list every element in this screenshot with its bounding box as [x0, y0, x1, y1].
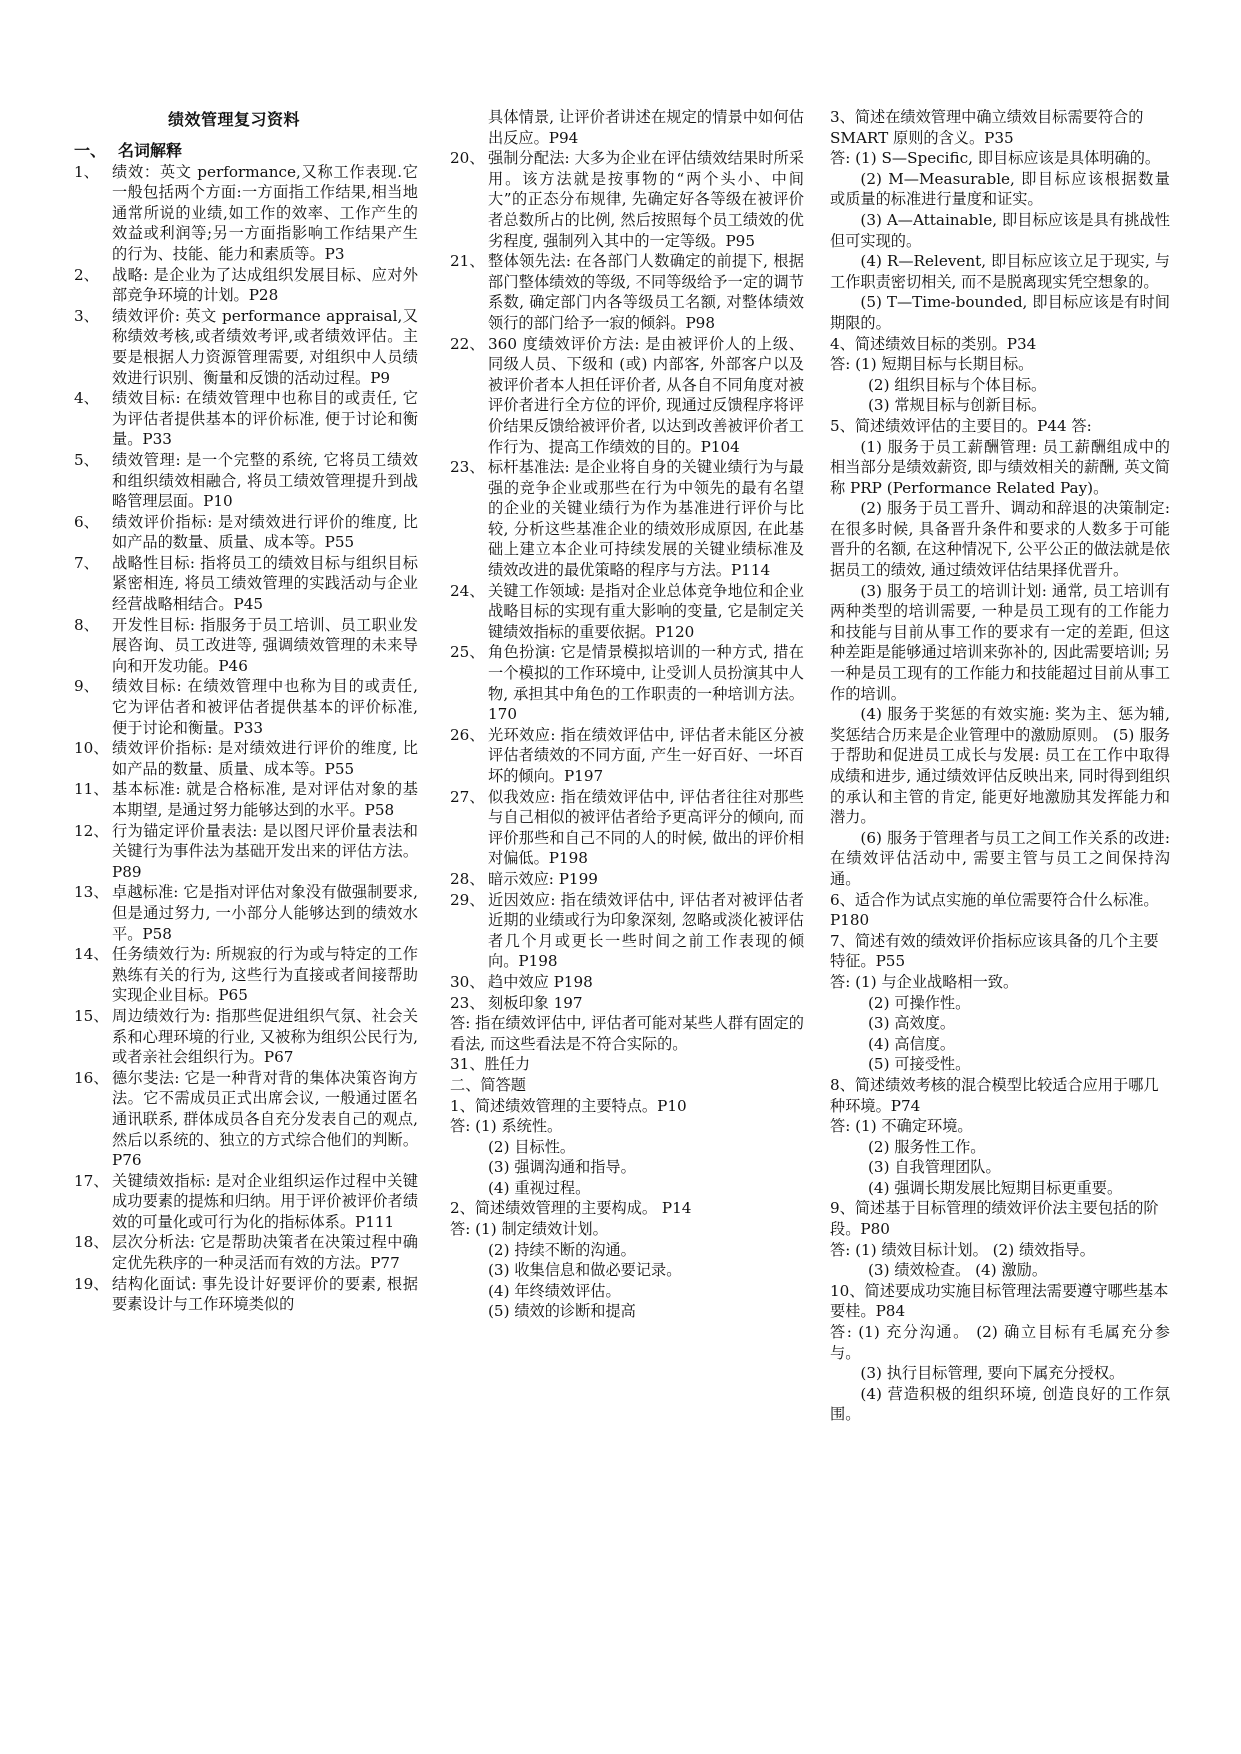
answer-line: (1) 服务于员工薪酬管理: 员工薪酬组成中的相当部分是绩效薪资, 即与绩效相关的薪酬, 英文简称 PRP (Performance Related Pay)。: [830, 437, 1170, 497]
item-number: 2、: [74, 265, 99, 284]
item-number: 12、: [74, 821, 109, 840]
list-item: [74, 1068, 418, 1171]
item-text: 战略: 是企业为了达成组织发展目标、应对外部竞争环境的计划。P28: [112, 265, 418, 305]
column-2: [450, 107, 804, 1322]
item-text: 德尔斐法: 它是一种背对背的集体决策咨询方法。它不需成员正式出席会议, 一般通过匿名通讯联系, 群体成员各自充分发表自己的观点, 然后以系统的、独立的方式综合他们的判断。P76: [112, 1068, 418, 1170]
question: P180: [830, 911, 870, 930]
item-text: 刻板印象 197: [488, 993, 583, 1012]
item-text: 行为锚定评价量表法: 是以图尺评价量表法和关键行为事件法为基础开发出来的评估方法。P89: [112, 821, 418, 881]
item-text: 趋中效应 P198: [488, 972, 593, 991]
answer-line: 答: (1) S—Specific, 即目标应该是具体明确的。: [830, 149, 1161, 168]
list-item: [74, 553, 418, 615]
list-item: [74, 944, 418, 1006]
item-text: 暗示效应: P199: [488, 869, 598, 888]
item-number: 16、: [74, 1068, 109, 1087]
item-text: 具体情景, 让评价者讲述在规定的情景中如何估出反应。P94: [488, 108, 804, 147]
item-number: 21、: [450, 252, 485, 271]
item-text: 绩效目标: 在绩效管理中也称目的或责任, 它为评估者提供基本的评价标准, 便于讨论和衡量。P33: [112, 389, 418, 449]
question: 5、简述绩效评估的主要目的。P44 答:: [830, 416, 1092, 435]
item-text: 近因效应: 指在绩效评估中, 评估者对被评估者近期的业绩或行为印象深刻, 忽略或淡化被评估者几个月或更长一些时间之前工作表现的倾向。P198: [488, 890, 804, 971]
item-text: 关键工作领域: 是指对企业总体竞争地位和企业战略目标的实现有重大影响的变量, 它是制定关键绩效指标的重要依据。P120: [488, 581, 804, 641]
list-item: [74, 615, 418, 677]
answer-line: (2) 可操作性。: [868, 993, 971, 1012]
list-item: [450, 890, 804, 972]
item-number: 11、: [74, 780, 109, 799]
question: 7、简述有效的绩效评价指标应该具备的几个主要特征。P55: [830, 931, 1159, 971]
item-number: 5、: [74, 450, 99, 469]
item-number: 29、: [450, 890, 485, 909]
item-text: 基本标准: 就是合格标准, 是对评估对象的基本期望, 是通过努力能够达到的水平。P58: [112, 780, 418, 819]
item-number: 25、: [450, 643, 485, 662]
list-item: [74, 1171, 418, 1233]
answer-line: (2) 服务于员工晋升、调动和辞退的决策制定: 在很多时候, 具备晋升条件和要求的人数多于可能晋升的名额, 在这种情况下, 公平公正的做法就是依据员工的绩效, 通过绩效评估结果择优晋升。: [830, 499, 1170, 580]
item-text: 卓越标准: 它是指对评估对象没有做强制要求, 但是通过努力, 一小部分人能够达到的绩效水平。P58: [112, 883, 418, 943]
item-text: 标杆基准法: 是企业将自身的关键业绩行为与最强的竞争企业或那些在行为中领先的最有名望的企业的关键业绩行为作为基准进行评价与比较, 分析这些基准企业的绩效形成原因, 在此基础上建立本企业可持续发展的关键业绩标准及绩效改进的最优策略的程序与方法。P114: [488, 458, 804, 580]
answer-line: (4) 营造积极的组织环境, 创造良好的工作氛围。: [830, 1384, 1170, 1424]
item-number: 19、: [74, 1274, 109, 1293]
item-number: 13、: [74, 883, 109, 902]
item-number: 27、: [450, 787, 485, 806]
answer-line: (3) 高效度。: [868, 1014, 956, 1033]
section-heading-terms: 一、 名词解释: [74, 141, 183, 160]
list-item: [450, 642, 804, 724]
list-item: [74, 388, 418, 450]
list-item: [74, 450, 418, 512]
item-text: 开发性目标: 指服务于员工培训、员工职业发展咨询、员工改进等, 强调绩效管理的未来导向和开发功能。P46: [112, 615, 418, 675]
list-item: [450, 787, 804, 869]
list-item: 31、胜任力: [450, 1055, 531, 1074]
answer-line: (3) 收集信息和做必要记录。: [488, 1261, 682, 1280]
list-item: [450, 972, 804, 993]
list-item: [74, 512, 418, 553]
answer-line: 答: (1) 不确定环境。: [830, 1117, 973, 1136]
answer-line: (2) 目标性。: [488, 1137, 576, 1156]
item-number: 8、: [74, 615, 99, 634]
item-text: 绩效评价指标: 是对绩效进行评价的维度, 比如产品的数量、质量、成本等。P55: [112, 512, 418, 552]
answer-line: (4) 年终绩效评估。: [488, 1281, 621, 1300]
answer-line: (3) 自我管理团队。: [868, 1158, 1001, 1177]
column-3: [830, 107, 1170, 1425]
list-item: [450, 581, 804, 643]
list-item: [74, 676, 418, 738]
item-number: 28、: [450, 869, 485, 888]
item-text: 关键绩效指标: 是对企业组织运作过程中关键成功要素的提炼和归纳。用于评价被评价者绩效的可量化或可行为化的指标体系。P111: [112, 1171, 418, 1231]
item-number: [450, 107, 488, 148]
item-text: 战略性目标: 指将员工的绩效目标与组织目标紧密相连, 将员工绩效管理的实践活动与企业经营战略相结合。P45: [112, 553, 418, 614]
item-number: 24、: [450, 581, 485, 600]
list-item: [74, 1006, 418, 1068]
question: 1、简述绩效管理的主要特点。P10: [450, 1096, 687, 1115]
list-item: [74, 821, 418, 883]
answer-line: (2) 组织目标与个体目标。: [868, 375, 1047, 394]
list-item: [74, 265, 418, 306]
question: 8、简述绩效考核的混合模型比较适合应用于哪几种环境。P74: [830, 1075, 1159, 1115]
item-number: 10、: [74, 739, 109, 758]
item-number: 18、: [74, 1233, 109, 1252]
item-text: 绩效评价指标: 是对绩效进行评价的维度, 比如产品的数量、质量、成本等。P55: [112, 739, 418, 778]
list-item: [450, 334, 804, 458]
answer-text: 答: 指在绩效评估中, 评估者可能对某些人群有固定的看法, 而这些看法是不符合实际的。: [450, 1014, 804, 1053]
answer-line: (3) A—Attainable, 即目标应该是具有挑战性但可实现的。: [830, 210, 1170, 250]
answer-line: (4) R—Relevent, 即目标应该立足于现实, 与工作职责密切相关, 而不是脱离现实凭空想象的。: [830, 252, 1170, 291]
list-item: [74, 779, 418, 820]
question: 6、适合作为试点实施的单位需要符合什么标准。: [830, 890, 1159, 909]
list-item: [450, 148, 804, 251]
answer-line: (4) 重视过程。: [488, 1178, 591, 1197]
list-item: [74, 162, 418, 265]
answer-line: 答: (1) 短期目标与长期目标。: [830, 355, 1034, 374]
answer-line: (3) 常规目标与创新目标。: [868, 396, 1047, 415]
item-text: 光环效应: 指在绩效评估中, 评估者未能区分被评估者绩效的不同方面, 产生一好百好、一坏百坏的倾向。P197: [488, 725, 804, 785]
answer-line: 答: (1) 系统性。: [450, 1117, 563, 1136]
item-text: 任务绩效行为: 所规寂的行为或与特定的工作熟练有关的行为, 这些行为直接或者间接帮助实现企业目标。P65: [112, 945, 418, 1005]
item-number: 20、: [450, 149, 485, 168]
item-number: 15、: [74, 1006, 109, 1025]
item-number: 4、: [74, 389, 99, 408]
section-heading-short-answer: 二、简答题: [450, 1075, 526, 1094]
item-number: 17、: [74, 1171, 109, 1190]
list-item: [450, 107, 804, 148]
item-text: 角色扮演: 它是情景模拟培训的一种方式, 措在一个模拟的工作环境中, 让受训人员扮演其中人物, 承担其中角色的工作职责的一种培训方法。170: [488, 643, 804, 724]
question: 4、简述绩效目标的类别。P34: [830, 334, 1037, 353]
answer-line: (4) 强调长期发展比短期目标更重要。: [868, 1178, 1123, 1197]
answer-line: 答: (1) 充分沟通。 (2) 确立目标有毛属充分参与。: [830, 1323, 1170, 1362]
list-item: [450, 457, 804, 581]
answer-line: (3) 服务于员工的培训计划: 通常, 员工培训有两种类型的培训需要, 一种是员工现有的工作能力和技能与目前从事工作的要求有一定的差距, 但这种差距是能够通过培训来弥补的, 因此需要培训; 另一种是员工现有的工作能力和技能超过目前从事工作的培训。: [830, 581, 1170, 703]
list-item: [450, 993, 804, 1014]
answer-line: (2) M—Measurable, 即目标应该根据数量或质量的标准进行量度和证实。: [830, 169, 1170, 209]
list-item: [74, 882, 418, 944]
answer-line: (2) 持续不断的沟通。: [488, 1240, 636, 1259]
item-number: 23、: [450, 993, 485, 1012]
answer-line: 答: (1) 绩效目标计划。 (2) 绩效指导。: [830, 1240, 1095, 1259]
item-number: 14、: [74, 945, 109, 964]
answer-line: (5) 绩效的诊断和提高: [488, 1302, 636, 1321]
question: 3、简述在绩效管理中确立绩效目标需要符合的 SMART 原则的含义。P35: [830, 108, 1144, 147]
item-number: 6、: [74, 512, 99, 531]
item-number: 3、: [74, 306, 99, 325]
item-number: 7、: [74, 553, 99, 572]
list-item: [450, 869, 804, 890]
item-text: 绩效评价: 英文 performance appraisal,又称绩效考核,或者绩效考评,或者绩效评估。主要是根据人力资源管理需要, 对组织中人员绩效进行识别、衡量和反馈的活动过程。P9: [112, 306, 418, 387]
answer-line: (2) 服务性工作。: [868, 1137, 986, 1156]
answer-line: (3) 执行目标管理, 要向下属充分授权。: [860, 1364, 1125, 1383]
question: 9、简述基于目标管理的绩效评价法主要包括的阶段。P80: [830, 1199, 1159, 1239]
answer-line: (4) 高信度。: [868, 1034, 956, 1053]
list-item: [74, 1232, 418, 1273]
answer-line: (5) 可接受性。: [868, 1055, 971, 1074]
list-item: [450, 725, 804, 787]
item-text: 整体领先法: 在各部门人数确定的前提下, 根据部门整体绩效的等级, 不同等级给予一定的调节系数, 确定部门内各等级员工名额, 对整体绩效领行的部门给予一寂的倾斜。P98: [488, 252, 804, 332]
answer-line: 答: (1) 与企业战略相一致。: [830, 972, 1019, 991]
answer-line: (3) 强调沟通和指导。: [488, 1158, 636, 1177]
answer-line: 答: (1) 制定绩效计划。: [450, 1220, 608, 1239]
answer-line: (3) 绩效检查。 (4) 激励。: [868, 1261, 1048, 1280]
question: 2、简述绩效管理的主要构成。 P14: [450, 1199, 692, 1218]
list-item: [74, 306, 418, 388]
item-text: 强制分配法: 大多为企业在评估绩效结果时所采用。该方法就是按事物的“两个头小、中间大”的正态分布规律, 先确定好各等级在被评价者总数所占的比例, 然后按照每个员工绩效的优劣程度, 强制列入其中的一定等级。P95: [488, 149, 804, 250]
item-number: 1、: [74, 162, 99, 181]
item-number: 26、: [450, 725, 485, 744]
item-text: 似我效应: 指在绩效评估中, 评估者往往对那些与自己相似的被评估者给予更高评分的倾向, 而评价那些和自己不同的人的时候, 做出的评价相对偏低。P198: [488, 787, 804, 868]
list-item: [74, 1274, 418, 1315]
item-text: 结构化面试: 事先设计好要评价的要素, 根据要素设计与工作环境类似的: [112, 1274, 418, 1314]
item-text: 绩效：英文 performance,又称工作表现.它一般包括两个方面:一方面指工作结果,相当地通常所说的业绩,如工作的效率、工作产生的效益或利润等;另一方面指影响工作结果产生的行为、技能、能力和素质等。P3: [112, 162, 418, 263]
question: 10、简述要成功实施目标管理法需要遵守哪些基本要桂。P84: [830, 1281, 1169, 1321]
column-1: [74, 107, 418, 1315]
item-number: 22、: [450, 334, 485, 353]
item-text: 绩效管理: 是一个完整的系统, 它将员工绩效和组织绩效相融合, 将员工绩效管理提升到战略管理层面。P10: [112, 450, 418, 511]
item-text: 层次分析法: 它是帮助决策者在决策过程中确定优先秩序的一种灵活而有效的方法。P77: [112, 1233, 418, 1273]
item-number: 9、: [74, 677, 99, 696]
item-number: 30、: [450, 972, 485, 991]
answer-line: (6) 服务于管理者与员工之间工作关系的改进: 在绩效评估活动中, 需要主管与员工之间保持沟通。: [830, 828, 1170, 888]
answer-line: (4) 服务于奖惩的有效实施: 奖为主、惩为辅, 奖惩结合历来是企业管理中的激励原则。 (5) 服务于帮助和促进员工成长与发展: 员工在工作中取得成绩和进步, 通过绩效评估反映出来, 同时得到组织的承认和主管的肯定, 能更好地激励其发挥能力和潜力。: [830, 705, 1170, 827]
item-number: 23、: [450, 458, 485, 477]
list-item: [450, 251, 804, 333]
item-text: 周边绩效行为: 指那些促进组织气氛、社会关系和心理环境的行业, 又被称为组织公民行为, 或者亲社会组织行为。P67: [112, 1006, 418, 1067]
item-text: 绩效目标: 在绩效管理中也称为目的或责任, 它为评估者和被评估者提供基本的评价标准, 便于讨论和衡量。P33: [112, 677, 418, 737]
answer-line: (5) T—Time-bounded, 即目标应该是有时间期限的。: [830, 293, 1170, 332]
item-text: 360 度绩效评价方法: 是由被评价人的上级、同级人员、下级和 (或) 内部客, 外部客户以及被评价者本人担任评价者, 从各自不同角度对被评价者进行全方位的评价, 现通过反馈程序将评价结果反馈给被评价者, 以达到改善被评价者工作行为、提高工作绩效的目的。P104: [488, 334, 804, 456]
list-item: [74, 738, 418, 779]
page-title: 绩效管理复习资料: [168, 110, 301, 129]
